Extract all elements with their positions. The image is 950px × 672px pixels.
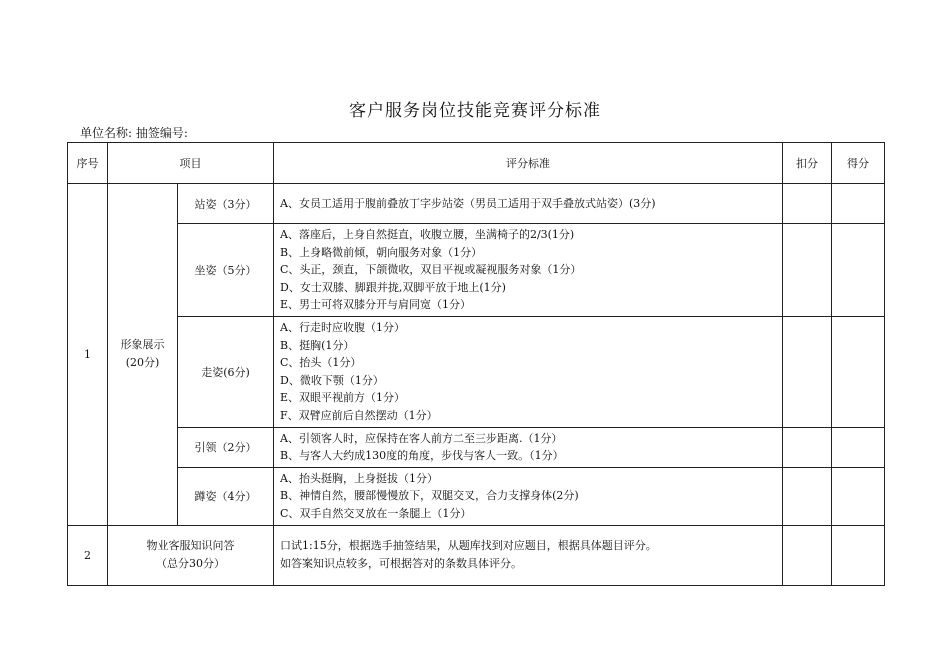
score-cell[interactable] <box>832 525 885 585</box>
score-cell[interactable] <box>832 224 885 317</box>
header-criteria: 评分标准 <box>274 143 783 184</box>
criteria-line: A、落座后，上身自然挺直，收腹立腰，坐满椅子的2/3(1分) <box>280 228 575 241</box>
criteria-line: 口试1:15分，根据选手抽签结果，从题库找到对应题目，根据具体题目评分。 <box>280 539 657 553</box>
criteria-line: B、挺胸(1分） <box>280 338 355 352</box>
header-deduct: 扣分 <box>783 143 832 184</box>
item-name: 走姿(6分) <box>178 316 274 427</box>
table-row <box>68 427 885 467</box>
unit-name-draw-number-line: 单位名称: 抽签编号: <box>80 126 188 140</box>
category-cell <box>108 184 178 526</box>
criteria-cell <box>274 525 783 585</box>
score-cell[interactable] <box>832 467 885 525</box>
criteria-line: C、抬头（1分） <box>280 356 362 370</box>
deduct-cell[interactable] <box>783 224 832 317</box>
table-row <box>68 316 885 427</box>
item-name: 蹲姿（4分） <box>178 467 274 525</box>
section-number: 1 <box>68 184 108 526</box>
criteria-line: B、神情自然，腰部慢慢放下，双腿交叉，合力支撑身体(2分) <box>280 489 579 503</box>
criteria-cell <box>274 224 783 317</box>
criteria-line: C、头正，颈直，下颌微收，双目平视或凝视服务对象（1分） <box>280 263 582 277</box>
criteria-cell <box>274 184 783 224</box>
deduct-cell[interactable] <box>783 525 832 585</box>
header-no: 序号 <box>68 143 108 184</box>
header-item: 项目 <box>108 143 274 184</box>
header-score: 得分 <box>832 143 885 184</box>
deduct-cell[interactable] <box>783 184 832 224</box>
criteria-line: D、微收下颚（1分） <box>280 373 384 387</box>
criteria-line: E、男士可将双膝分开与肩同宽（1分） <box>280 298 472 312</box>
criteria-line: 如答案知识点较多，可根据答对的条数具体评分。 <box>280 557 522 570</box>
section-number: 2 <box>68 525 108 585</box>
score-cell[interactable] <box>832 316 885 427</box>
knowledge-item-cell <box>108 525 274 585</box>
deduct-cell[interactable] <box>783 467 832 525</box>
criteria-line: E、双眼平视前方（1分） <box>280 391 406 405</box>
category-name: 形象展示 <box>120 338 165 352</box>
score-cell[interactable] <box>832 184 885 224</box>
item-name: 引领（2分） <box>178 427 274 467</box>
scoring-table <box>67 142 885 586</box>
deduct-cell[interactable] <box>783 316 832 427</box>
category-points: (20分) <box>125 356 160 370</box>
header-row <box>68 143 885 184</box>
criteria-cell <box>274 467 783 525</box>
criteria-line: B、与客人大约成130度的角度，步伐与客人一致。（1分） <box>280 449 564 463</box>
criteria-line: A、行走时应收腹（1分） <box>280 320 405 334</box>
score-cell[interactable] <box>832 427 885 467</box>
criteria-line: A、女员工适用于腹前叠放丁字步站姿（男员工适用于双手叠放式站姿）(3分) <box>280 196 656 210</box>
item-points: （总分30分） <box>156 557 225 570</box>
criteria-line: A、抬头挺胸，上身挺拔（1分） <box>280 471 438 485</box>
criteria-cell <box>274 427 783 467</box>
criteria-line: F、双臂应前后自然摆动（1分） <box>280 408 438 422</box>
criteria-line: D、女士双膝、脚跟并拢,双脚平放于地上(1分) <box>280 280 506 294</box>
criteria-cell <box>274 316 783 427</box>
document-title: 客户服务岗位技能竞赛评分标准 <box>349 101 601 121</box>
criteria-line: B、上身略微前倾，朝向服务对象（1分） <box>280 245 483 259</box>
criteria-line: C、双手自然交叉放在一条腿上（1分） <box>280 506 472 520</box>
table-row <box>68 224 885 317</box>
item-name: 坐姿（5分） <box>178 224 274 317</box>
criteria-line: A、引领客人时，应保持在客人前方二至三步距离.（1分） <box>280 431 563 445</box>
deduct-cell[interactable] <box>783 427 832 467</box>
item-name: 物业客服知识问答 <box>146 539 235 552</box>
item-name: 站姿（3分） <box>178 184 274 224</box>
table-row <box>68 467 885 525</box>
table-row <box>68 525 885 585</box>
table-row <box>68 184 885 224</box>
